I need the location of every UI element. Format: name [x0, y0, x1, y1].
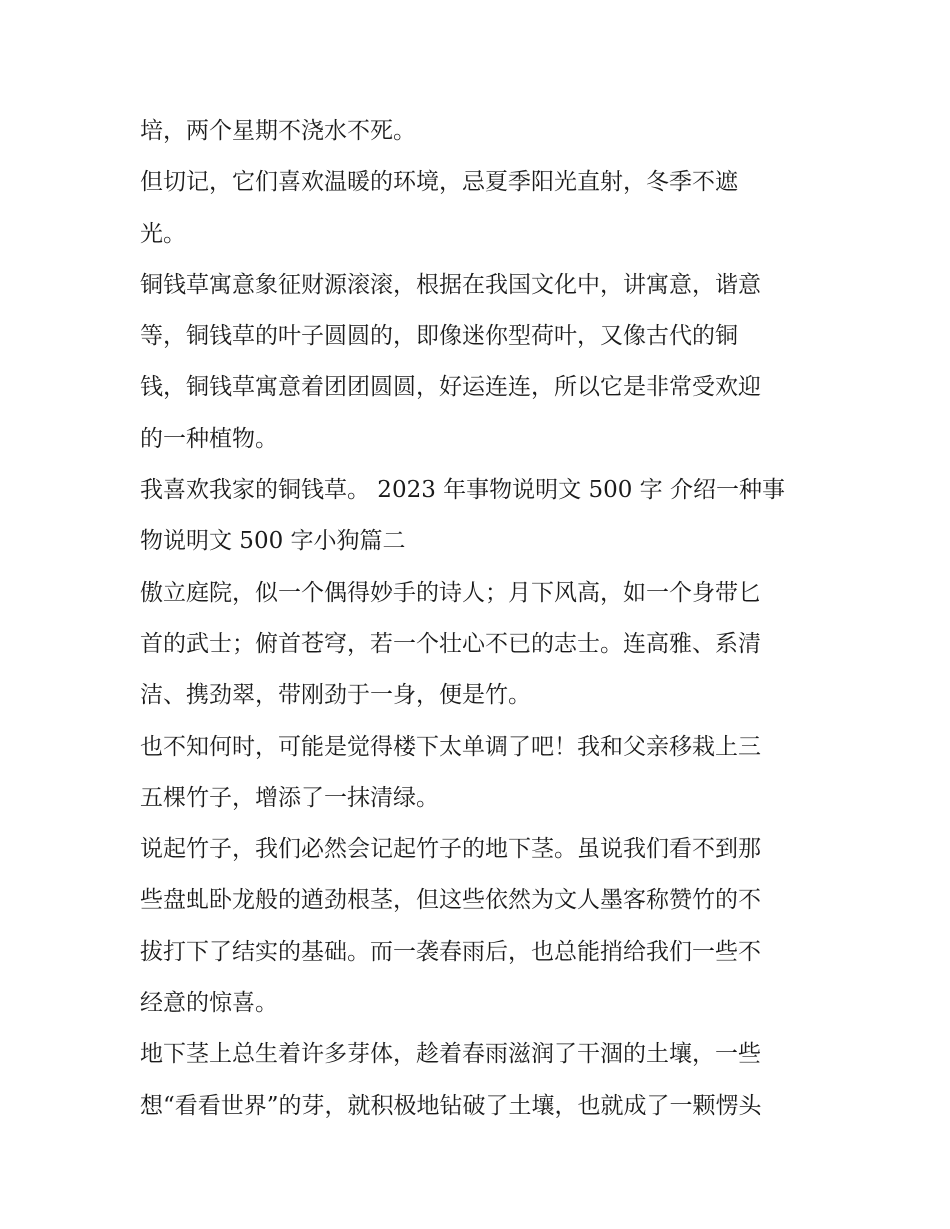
text-line: 但切记，它们喜欢温暖的环境，忌夏季阳光直射，冬季不遮: [140, 169, 738, 196]
text-line: 等，铜钱草的叶子圆圆的，即像迷你型荷叶，又像古代的铜: [140, 323, 738, 350]
text-line: 的一种植物。: [140, 425, 278, 452]
text-line: 傲立庭院，似一个偶得妙手的诗人；月下风高，如一个身带匕: [140, 579, 761, 606]
text-line: 拔打下了结实的基础。而一袭春雨后，也总能捎给我们一些不: [140, 938, 761, 965]
text-line: 培，两个星期不浇水不死。: [140, 118, 416, 144]
text-line: 首的武士；俯首苍穹，若一个壮心不已的志士。连高雅、系清: [140, 630, 761, 657]
text-line: 想“看看世界”的芽，就积极地钻破了土壤，也就成了一颗愣头: [140, 1092, 762, 1119]
text-line: 地下茎上总生着许多芽体，趁着春雨滋润了干涸的土壤，一些: [140, 1041, 761, 1068]
text-line: 物说明文 500 字小狗篇二: [140, 528, 406, 555]
text-line: 光。: [140, 220, 186, 247]
text-line: 五棵竹子，增添了一抹清绿。: [140, 784, 439, 811]
text-line: 经意的惊喜。: [140, 990, 278, 1017]
text-line: 钱，铜钱草寓意着团团圆圆，好运连连，所以它是非常受欢迎: [140, 374, 761, 401]
text-line: 铜钱草寓意象征财源滚滚，根据在我国文化中，讲寓意，谐意: [140, 271, 761, 298]
text-line: 洁、携劲翠，带刚劲于一身，便是竹。: [140, 682, 531, 709]
text-line: 说起竹子，我们必然会记起竹子的地下茎。虽说我们看不到那: [140, 836, 761, 863]
document-body-text: [140, 106, 820, 1132]
text-line: 也不知何时，可能是觉得楼下太单调了吧！我和父亲移栽上三: [140, 733, 761, 760]
text-line: 些盘虬卧龙般的遒劲根茎，但这些依然为文人墨客称赞竹的不: [140, 887, 761, 914]
text-line: 我喜欢我家的铜钱草。 2023 年事物说明文 500 字 介绍一种事: [140, 477, 785, 504]
